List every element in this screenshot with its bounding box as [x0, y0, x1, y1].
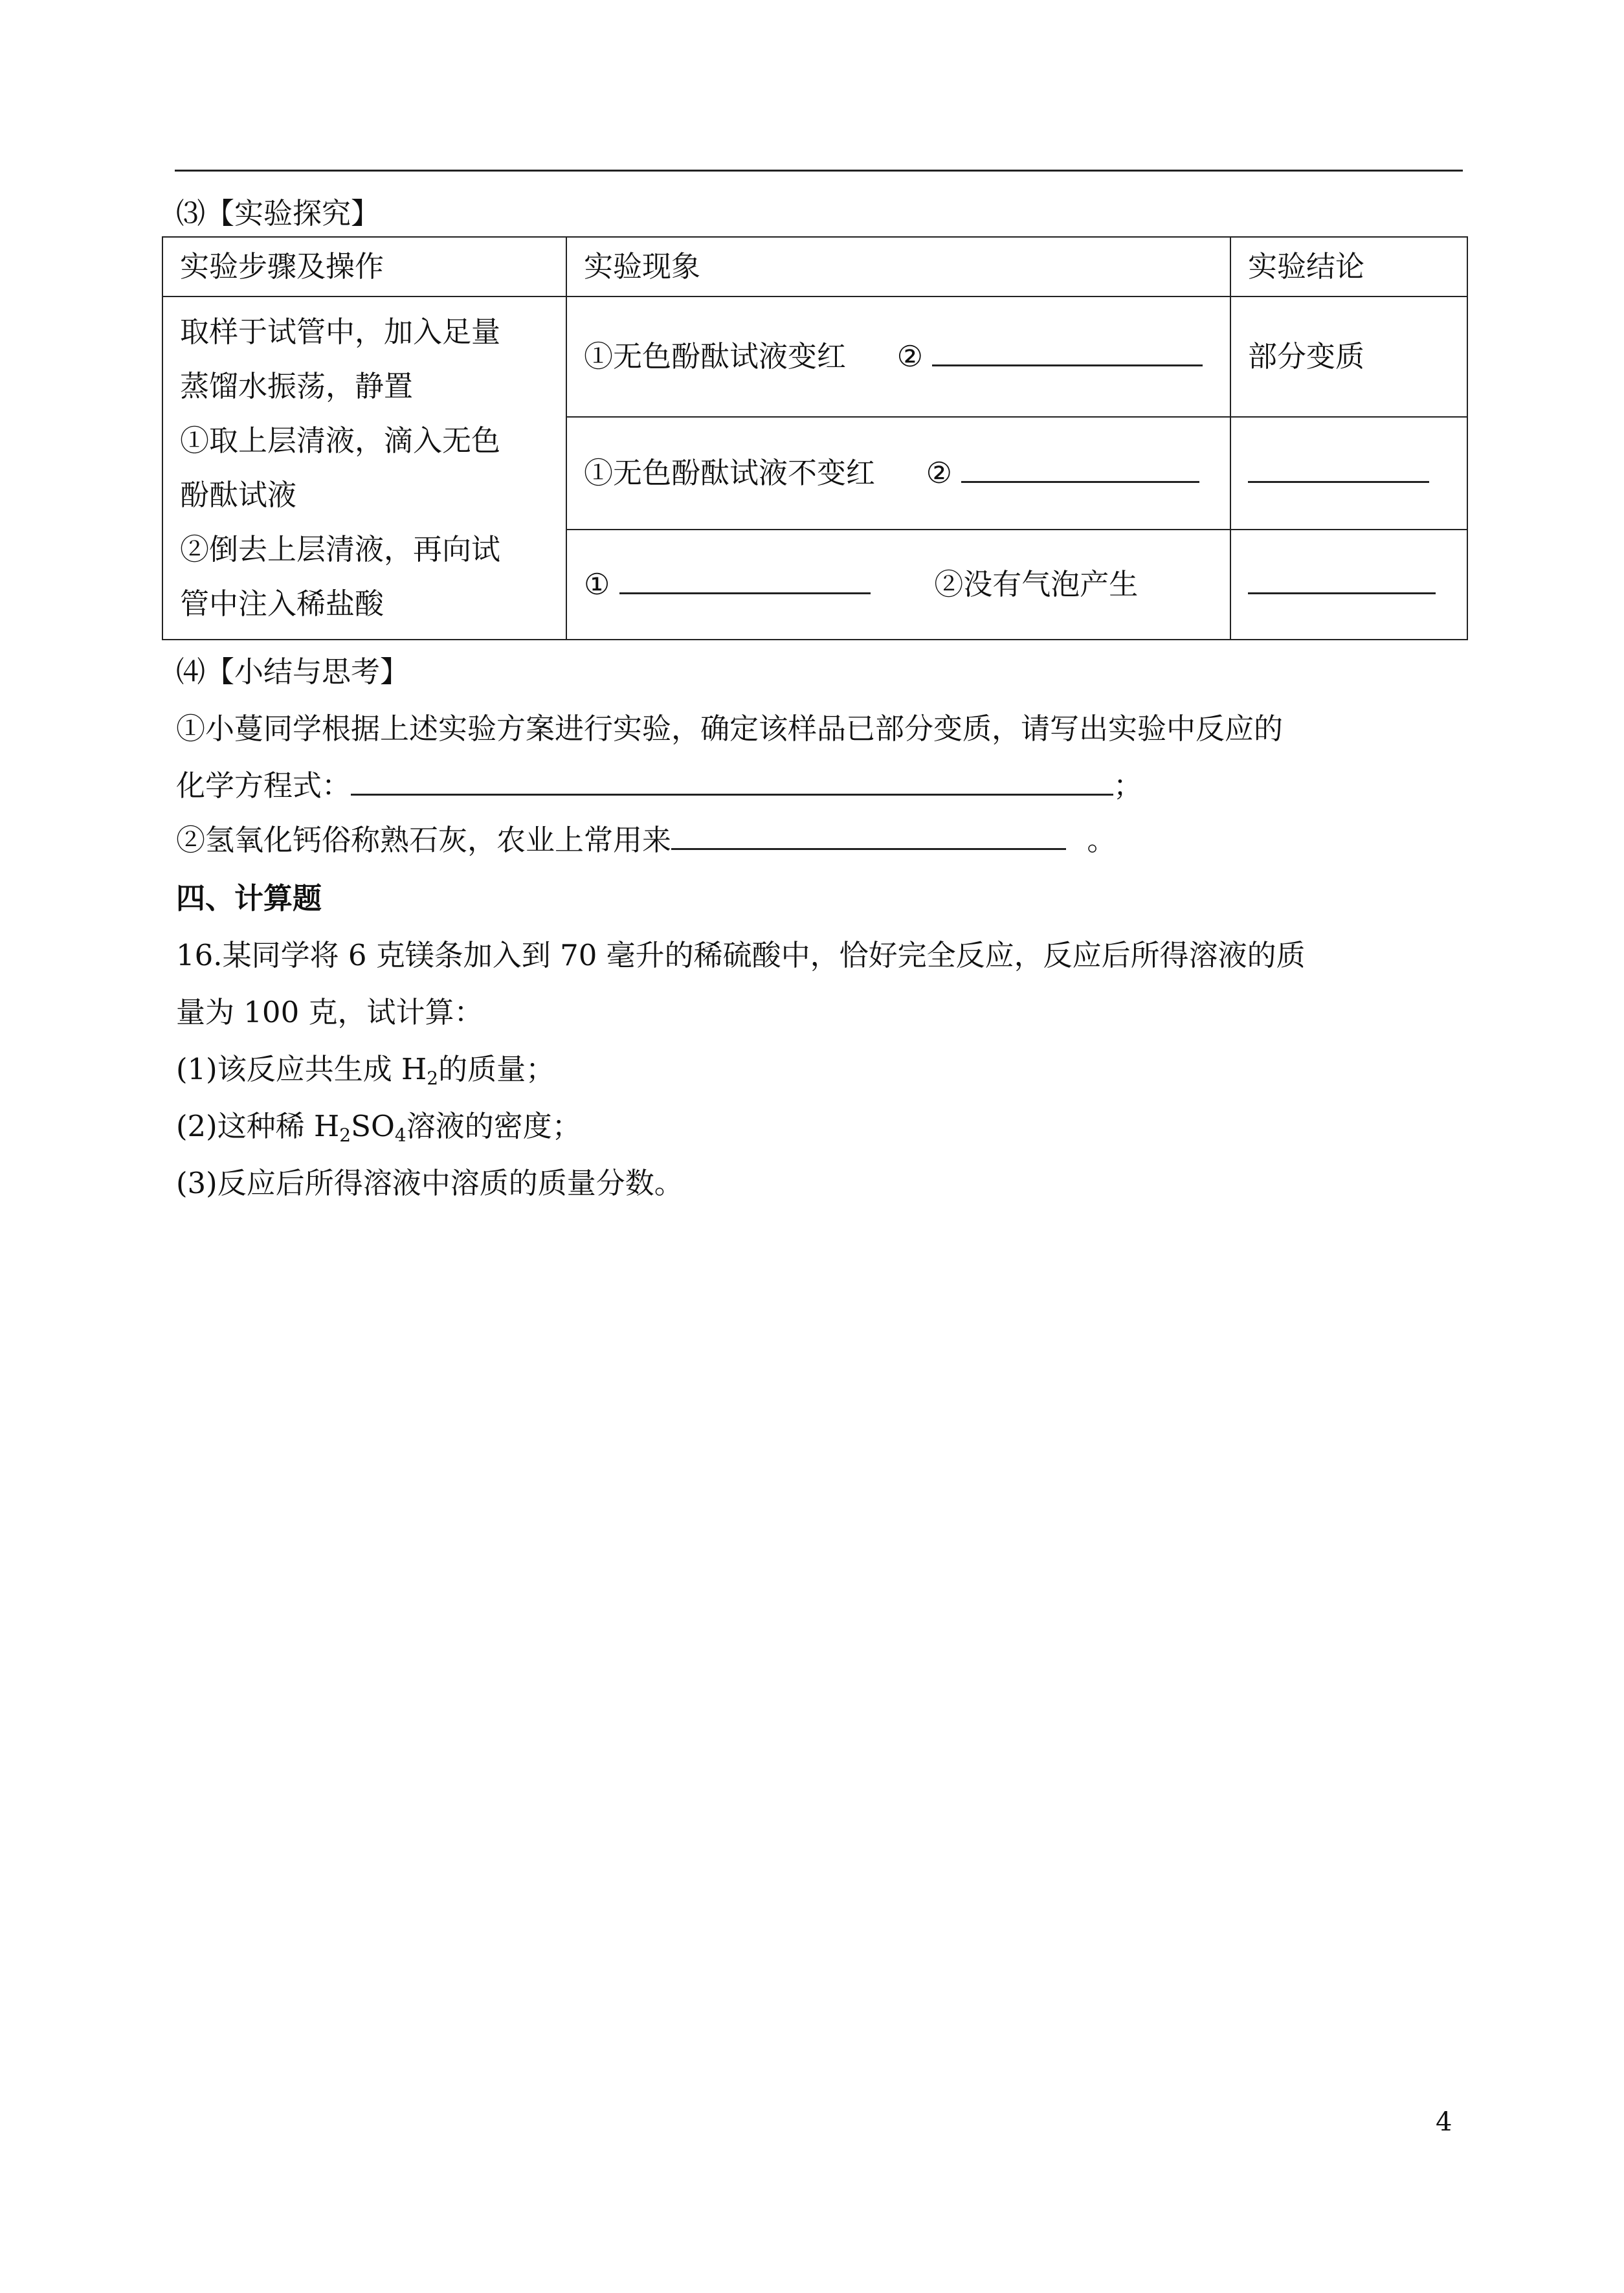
- header-phenomenon: 实验现象: [566, 237, 1230, 296]
- question-1-line-1: ①小蔓同学根据上述实验方案进行实验，确定该样品已部分变质，请写出实验中反应的: [176, 711, 1284, 746]
- section-3-title: ⑶【实验探究】: [176, 196, 381, 230]
- formula-part: SO: [351, 1109, 395, 1143]
- phenomenon-marker: ①: [584, 567, 610, 601]
- subscript: 4: [394, 1124, 406, 1146]
- sub-question-3: (3)反应后所得溶液中溶质的质量分数。: [176, 1166, 684, 1200]
- usage-blank[interactable]: [671, 823, 1066, 850]
- table-row: [162, 296, 1467, 417]
- step-line: 酚酞试液: [180, 478, 297, 512]
- sub-question-2-text-end: 溶液的密度；: [406, 1109, 581, 1143]
- step-line: 蒸馏水振荡，静置: [180, 369, 414, 403]
- sub-question-2: [176, 1108, 581, 1154]
- header-rule: [175, 170, 1463, 172]
- answer-blank[interactable]: [961, 456, 1199, 483]
- answer-blank[interactable]: [932, 340, 1203, 366]
- step-line: 取样于试管中，加入足量: [180, 315, 501, 349]
- phenomenon-text: ②没有气泡产生: [934, 567, 1139, 601]
- sub-question-1-text-end: 的质量；: [438, 1052, 555, 1086]
- question-2-line: [176, 822, 1116, 858]
- step-line: 管中注入稀盐酸: [180, 587, 384, 621]
- conclusion-cell: [1230, 417, 1467, 530]
- step-line: ①取上层清液，滴入无色: [180, 423, 501, 458]
- steps-cell: [162, 296, 566, 640]
- question-1-prefix: 化学方程式：: [176, 768, 351, 803]
- problem-16-line-1: 16.某同学将 6 克镁条加入到 70 毫升的稀硫酸中，恰好完全反应，反应后所得溶液的质: [176, 938, 1306, 972]
- header-conclusion: 实验结论: [1230, 237, 1467, 296]
- sub-question-2-text: (2)这种稀 H: [176, 1109, 340, 1143]
- table-header-row: [162, 237, 1467, 296]
- phenomenon-marker: ②: [896, 339, 923, 374]
- phenomenon-cell: [566, 530, 1230, 640]
- experiment-table: [162, 236, 1468, 640]
- answer-blank[interactable]: [1248, 568, 1436, 594]
- question-1-suffix: ；: [1113, 768, 1143, 803]
- header-steps: 实验步骤及操作: [162, 237, 566, 296]
- problem-16-line-2: 量为 100 克，试计算：: [176, 995, 484, 1029]
- phenomenon-text: ①无色酚酞试液变红: [584, 339, 847, 374]
- question-1-line-2: [176, 768, 1142, 804]
- page-number: 4: [1436, 2107, 1452, 2137]
- question-2-suffix: 。: [1087, 823, 1117, 857]
- conclusion-cell: [1230, 530, 1467, 640]
- phenomenon-marker: ②: [926, 456, 952, 490]
- conclusion-cell: 部分变质: [1230, 296, 1467, 417]
- question-2-prefix: ②氢氧化钙俗称熟石灰，农业上常用来: [176, 823, 672, 857]
- answer-blank[interactable]: [619, 568, 871, 594]
- sub-question-1-text: (1)该反应共生成 H: [176, 1052, 427, 1086]
- equation-blank[interactable]: [351, 769, 1113, 796]
- subscript: 2: [427, 1068, 439, 1089]
- step-line: ②倒去上层清液，再向试: [180, 532, 501, 566]
- calculation-section-title: 四、计算题: [176, 881, 322, 915]
- subscript: 2: [339, 1124, 351, 1146]
- sub-question-1: [176, 1051, 555, 1097]
- phenomenon-cell: [566, 296, 1230, 417]
- phenomenon-text: ①无色酚酞试液不变红: [584, 456, 876, 490]
- answer-blank[interactable]: [1248, 456, 1429, 483]
- section-4-title: ⑷【小结与思考】: [176, 654, 410, 689]
- phenomenon-cell: [566, 417, 1230, 530]
